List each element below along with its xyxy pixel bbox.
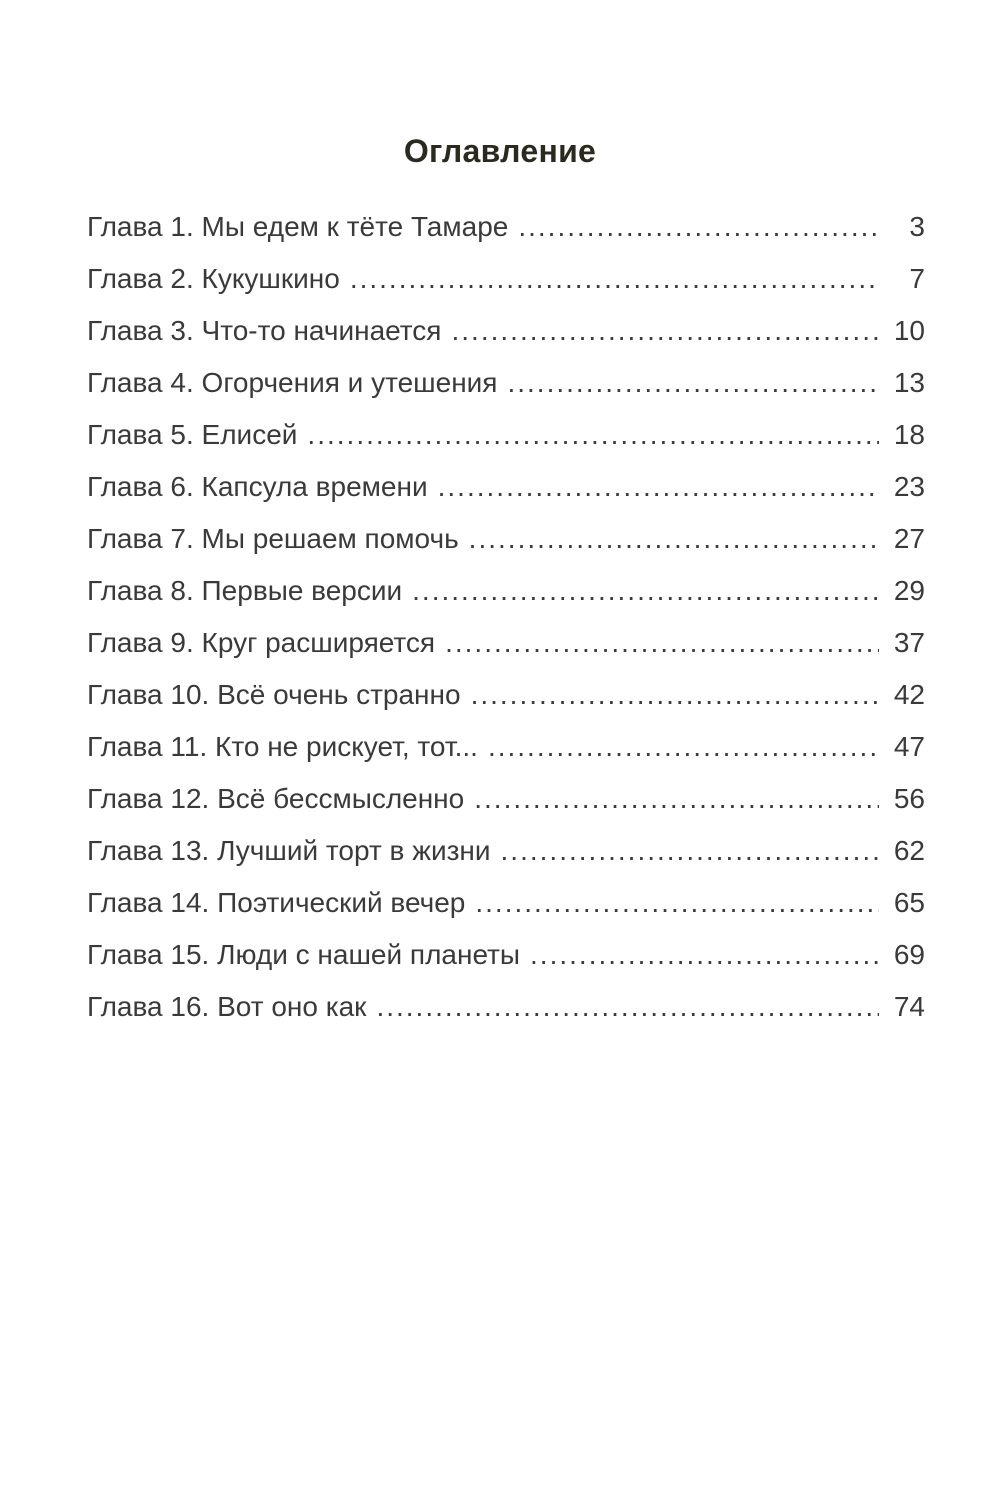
toc-entry-page: 27 [893, 523, 925, 554]
dot-leader [451, 308, 879, 354]
toc-entry-label: Глава 9. Круг расширяется [87, 627, 436, 658]
toc-entry-page: 13 [893, 367, 925, 398]
toc-entry-label: Глава 1. Мы едем к тёте Тамаре [87, 211, 509, 242]
toc-entry [87, 204, 925, 256]
toc-entry [87, 932, 925, 984]
toc-entry-page: 47 [893, 731, 925, 762]
toc-entry-label: Глава 6. Капсула времени [87, 471, 428, 502]
toc-entry-label: Глава 14. Поэтический вечер [87, 887, 466, 918]
toc-entry [87, 672, 925, 724]
toc-entry [87, 360, 925, 412]
toc-entry-label: Глава 5. Елисей [87, 419, 298, 450]
dot-leader [488, 724, 879, 770]
toc-entry-label: Глава 15. Люди с нашей планеты [87, 939, 521, 970]
dot-leader [412, 568, 879, 614]
toc-entry [87, 880, 925, 932]
toc-entry-page: 42 [893, 679, 925, 710]
table-of-contents [87, 204, 925, 1036]
toc-entry-page: 29 [893, 575, 925, 606]
toc-entry [87, 308, 925, 360]
page-title: Оглавление [403, 133, 597, 170]
toc-entry-label: Глава 4. Огорчения и утешения [87, 367, 498, 398]
toc-entry-page: 18 [893, 419, 925, 450]
toc-entry-page: 23 [893, 471, 925, 502]
toc-entry-page: 7 [909, 263, 925, 294]
toc-entry-label: Глава 12. Всё бессмысленно [87, 783, 465, 814]
toc-entry-page: 3 [909, 211, 925, 242]
dot-leader [530, 932, 879, 978]
toc-entry [87, 776, 925, 828]
toc-entry-label: Глава 10. Всё очень странно [87, 679, 461, 710]
dot-leader [474, 776, 879, 822]
toc-entry [87, 828, 925, 880]
dot-leader [518, 204, 879, 250]
toc-entry-label: Глава 2. Кукушкино [87, 263, 340, 294]
dot-leader [350, 256, 879, 302]
toc-entry-label: Глава 7. Мы решаем помочь [87, 523, 459, 554]
toc-entry [87, 568, 925, 620]
toc-entry [87, 464, 925, 516]
toc-entry-page: 37 [893, 627, 925, 658]
toc-entry [87, 620, 925, 672]
toc-entry-label: Глава 16. Вот оно как [87, 991, 367, 1022]
toc-entry [87, 516, 925, 568]
toc-entry [87, 256, 925, 308]
dot-leader [307, 412, 879, 458]
dot-leader [438, 464, 879, 510]
toc-entry-page: 69 [893, 939, 925, 970]
dot-leader [376, 984, 879, 1030]
toc-entry-label: Глава 3. Что-то начинается [87, 315, 442, 346]
toc-entry-label: Глава 11. Кто не рискует, тот... [87, 731, 478, 762]
toc-entry [87, 984, 925, 1036]
toc-entry-page: 62 [893, 835, 925, 866]
dot-leader [469, 516, 879, 562]
toc-entry-page: 74 [893, 991, 925, 1022]
dot-leader [501, 828, 879, 874]
toc-entry-page: 10 [893, 315, 925, 346]
dot-leader [471, 672, 879, 718]
toc-entry [87, 724, 925, 776]
toc-entry-page: 65 [893, 887, 925, 918]
toc-entry-label: Глава 13. Лучший торт в жизни [87, 835, 491, 866]
dot-leader [475, 880, 879, 926]
toc-entry-page: 56 [893, 783, 925, 814]
toc-entry [87, 412, 925, 464]
dot-leader [445, 620, 879, 666]
dot-leader [507, 360, 879, 406]
toc-entry-label: Глава 8. Первые версии [87, 575, 403, 606]
